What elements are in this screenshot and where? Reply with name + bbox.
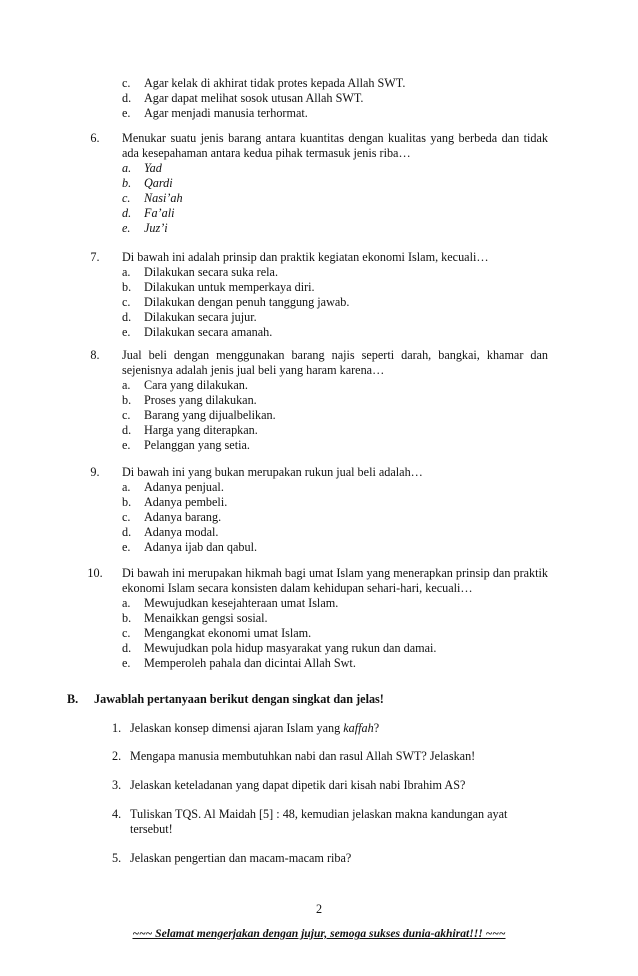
option-letter: a. [122, 161, 132, 175]
question-number: 6. [90, 131, 100, 145]
question-text: Menukar suatu jenis barang antara kuantitas dengan kualitas yang berbeda dan tidak ada kesepahaman antara kedua pihak termasuk jenis riba… [122, 131, 548, 160]
option-text: Adanya modal. [144, 525, 219, 539]
option-text: Menaikkan gengsi sosial. [144, 611, 268, 625]
option-row [122, 540, 548, 555]
question-number: 10. [87, 566, 103, 580]
option-row [122, 106, 405, 121]
option-row [122, 310, 548, 325]
essay-number: 2. [112, 749, 122, 763]
option-letter: c. [122, 191, 131, 205]
section-b-heading [67, 692, 384, 707]
option-letter: d. [122, 641, 132, 655]
option-text: Harga yang diterapkan. [144, 423, 258, 437]
option-row [122, 206, 548, 221]
option-letter: e. [122, 106, 131, 120]
option-row [122, 76, 405, 91]
question-8 [70, 348, 548, 453]
option-letter: a. [122, 378, 131, 392]
option-text: Dilakukan secara suka rela. [144, 265, 278, 279]
option-text: Dilakukan dengan penuh tanggung jawab. [144, 295, 350, 309]
option-letter: e. [122, 656, 131, 670]
essay-question-3 [112, 778, 542, 793]
option-row [122, 265, 548, 280]
question-options [122, 480, 548, 555]
section-title: Jawablah pertanyaan berikut dengan singkat dan jelas! [94, 692, 384, 706]
essay-text: Jelaskan keteladanan yang dapat dipetik dari kisah nabi Ibrahim AS? [130, 778, 466, 792]
option-row [122, 423, 548, 438]
essay-text-start: Jelaskan konsep dimensi ajaran Islam yang [130, 721, 344, 735]
question-number: 8. [90, 348, 100, 362]
option-row [122, 325, 548, 340]
essay-number: 3. [112, 778, 122, 792]
option-row [122, 641, 548, 656]
option-row [122, 510, 548, 525]
question-10 [70, 566, 548, 671]
question-options [122, 596, 548, 671]
essay-text: Jelaskan pengertian dan macam-macam riba? [130, 851, 352, 865]
option-letter: c. [122, 295, 131, 309]
option-letter: d. [122, 91, 132, 105]
option-text: Mewujudkan pola hidup masyarakat yang rukun dan damai. [144, 641, 437, 655]
option-row [122, 221, 548, 236]
essay-question-5 [112, 851, 542, 866]
essay-text [130, 721, 542, 736]
option-letter: d. [122, 206, 132, 220]
essay-number: 1. [112, 721, 122, 735]
essay-text-end: ? [373, 721, 380, 735]
option-row [122, 656, 548, 671]
option-letter: a. [122, 265, 131, 279]
option-text: Memperoleh pahala dan dicintai Allah Swt. [144, 656, 356, 670]
option-letter: d. [122, 525, 132, 539]
option-row [122, 176, 548, 191]
question-options [122, 161, 548, 236]
question-options [122, 378, 548, 453]
option-letter: a. [122, 596, 131, 610]
option-text: Dilakukan secara amanah. [144, 325, 273, 339]
option-row [122, 525, 548, 540]
question-9 [70, 465, 548, 555]
question-text: Jual beli dengan menggunakan barang najis seperti darah, bangkai, khamar dan sejenisnya adalah jenis jual beli yang haram karena… [122, 348, 548, 377]
option-text: Dilakukan secara jujur. [144, 310, 257, 324]
essay-question-4 [112, 807, 542, 837]
option-letter: a. [122, 480, 131, 494]
option-text: Adanya barang. [144, 510, 222, 524]
section-label: B. [67, 692, 79, 706]
essay-number: 4. [112, 807, 122, 821]
option-letter: b. [122, 393, 132, 407]
option-text: Adanya ijab dan qabul. [144, 540, 258, 554]
essay-question-2 [112, 749, 542, 764]
question-number: 7. [90, 250, 100, 264]
option-text: Qardi [144, 176, 173, 190]
question-text: Di bawah ini adalah prinsip dan praktik kegiatan ekonomi Islam, kecuali… [122, 250, 489, 264]
option-text: Adanya penjual. [144, 480, 224, 494]
essay-number: 5. [112, 851, 122, 865]
option-text: Juz’i [144, 221, 168, 235]
option-text: Agar dapat melihat sosok utusan Allah SWT. [144, 91, 364, 105]
option-text: Yad [144, 161, 162, 175]
option-letter: c. [122, 510, 131, 524]
essay-text: Tuliskan TQS. Al Maidah [5] : 48, kemudian jelaskan makna kandungan ayat tersebut! [130, 807, 508, 836]
option-row [122, 393, 548, 408]
option-letter: e. [122, 325, 131, 339]
option-text: Agar kelak di akhirat tidak protes kepada Allah SWT. [144, 76, 406, 90]
option-letter: e. [122, 438, 131, 452]
option-letter: d. [122, 310, 132, 324]
question-7 [70, 250, 548, 340]
option-letter: c. [122, 626, 131, 640]
option-row [122, 596, 548, 611]
option-text: Pelanggan yang setia. [144, 438, 250, 452]
option-letter: b. [122, 280, 132, 294]
question-text: Di bawah ini merupakan hikmah bagi umat Islam yang menerapkan prinsip dan praktik ekonomi Islam secara konsisten dalam kehidupan sehari-hari, kecuali… [122, 566, 548, 595]
essay-question-1 [112, 721, 542, 736]
question-text: Di bawah ini yang bukan merupakan rukun jual beli adalah… [122, 465, 423, 479]
question-options [122, 265, 548, 340]
option-text: Agar menjadi manusia terhormat. [144, 106, 308, 120]
option-text: Proses yang dilakukan. [144, 393, 257, 407]
option-letter: e. [122, 221, 131, 235]
option-letter: b. [122, 176, 132, 190]
option-text: Cara yang dilakukan. [144, 378, 248, 392]
option-row [122, 480, 548, 495]
option-text: Nasi’ah [144, 191, 183, 205]
option-row [122, 378, 548, 393]
option-row [122, 91, 405, 106]
option-letter: e. [122, 540, 131, 554]
essay-term-italic: kaffah [343, 721, 374, 735]
option-row [122, 295, 548, 310]
footer-message: ~~~ Selamat mengerjakan dengan jujur, semoga sukses dunia-akhirat!!! ~~~ [132, 927, 506, 940]
option-letter: c. [122, 76, 131, 90]
option-text: Dilakukan untuk memperkaya diri. [144, 280, 315, 294]
question-5-options [122, 76, 405, 121]
option-text: Fa’ali [144, 206, 175, 220]
essay-text: Mengapa manusia membutuhkan nabi dan rasul Allah SWT? Jelaskan! [130, 749, 476, 763]
option-row [122, 626, 548, 641]
option-letter: b. [122, 495, 132, 509]
option-letter: c. [122, 408, 131, 422]
option-row [122, 191, 548, 206]
page-number: 2 [315, 902, 323, 916]
question-number: 9. [90, 465, 100, 479]
question-6 [70, 131, 548, 236]
option-row [122, 280, 548, 295]
option-text: Mengangkat ekonomi umat Islam. [144, 626, 312, 640]
option-row [122, 495, 548, 510]
option-row [122, 438, 548, 453]
option-row [122, 611, 548, 626]
option-letter: b. [122, 611, 132, 625]
option-letter: d. [122, 423, 132, 437]
option-row [122, 408, 548, 423]
option-row [122, 161, 548, 176]
option-text: Barang yang dijualbelikan. [144, 408, 276, 422]
option-text: Adanya pembeli. [144, 495, 228, 509]
option-text: Mewujudkan kesejahteraan umat Islam. [144, 596, 339, 610]
